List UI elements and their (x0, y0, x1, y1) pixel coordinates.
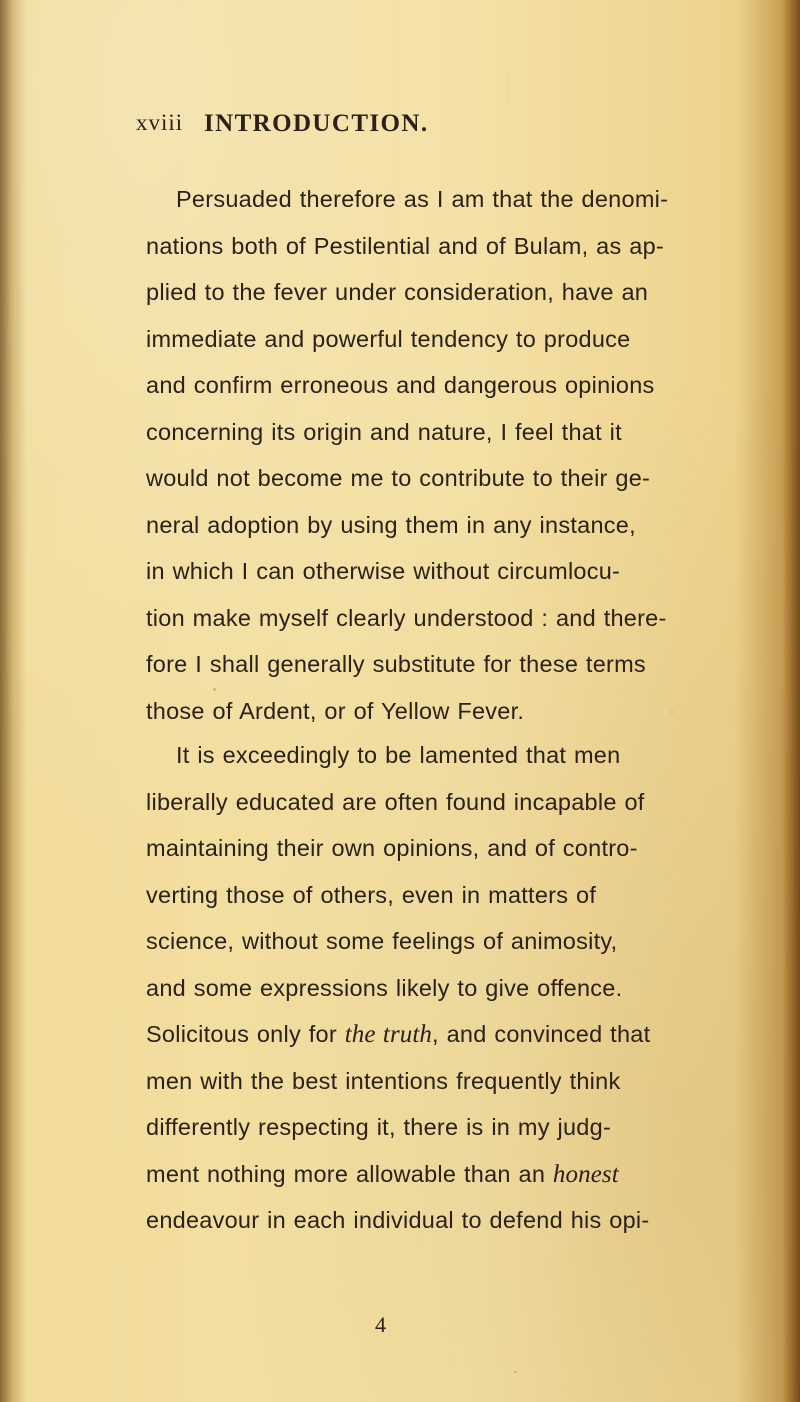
paragraph-two (146, 732, 748, 1244)
text-line: fore I shall generally substitute for these terms (146, 651, 646, 677)
text-line: in which I can otherwise without circumlocu- (146, 558, 621, 584)
paragraph-one (146, 176, 748, 734)
text-line: tion make myself clearly understood : and there- (146, 604, 667, 631)
text-line: those of Ardent, or of Yellow Fever. (146, 697, 525, 724)
signature-mark: 4 (375, 1312, 386, 1337)
text-line: men with the best intentions frequently think (146, 1067, 621, 1094)
text-line: maintaining their own opinions, and of contro- (146, 835, 638, 861)
paper-speck (514, 1371, 517, 1373)
text-line: plied to the fever under consideration, have an (146, 279, 649, 305)
text-line: It is exceedingly to be lamented that men (176, 742, 621, 768)
page-edge-shadow (782, 0, 800, 1402)
text-line: nations both of Pestilential and of Bulam, as ap- (146, 232, 664, 259)
text-line: neral adoption by using them in any instance, (146, 511, 636, 538)
text-line: differently respecting it, there is in my judg- (146, 1114, 612, 1140)
text-line: endeavour in each individual to defend his opi- (146, 1207, 650, 1233)
text-line: Persuaded therefore as I am that the denomi- (176, 186, 669, 212)
text-line: verting those of others, even in matters of (146, 881, 597, 908)
running-title: INTRODUCTION. (204, 110, 429, 137)
text-line: and some expressions likely to give offence. (146, 974, 623, 1001)
text-line: would not become me to contribute to their ge- (146, 465, 651, 491)
text-fragment: , and convinced that (432, 1021, 651, 1047)
text-line: immediate and powerful tendency to produce (146, 325, 631, 352)
page-number: xviii (136, 110, 184, 135)
emphasized-phrase: the truth (344, 1021, 433, 1048)
emphasized-word: honest (552, 1160, 619, 1188)
text-fragment: ment nothing more allowable than an (146, 1160, 553, 1187)
text-line: concerning its origin and nature, I feel that it (146, 418, 622, 445)
text-line: liberally educated are often found incapable of (146, 788, 645, 815)
text-line: and confirm erroneous and dangerous opinions (146, 372, 655, 398)
text-line-with-emphasis (146, 1151, 748, 1198)
text-line: science, without some feelings of animosity, (146, 928, 618, 954)
page-gutter-shadow (0, 0, 26, 1402)
text-line-with-emphasis (146, 1011, 748, 1058)
running-header (136, 110, 556, 154)
text-fragment: Solicitous only for (146, 1021, 345, 1047)
